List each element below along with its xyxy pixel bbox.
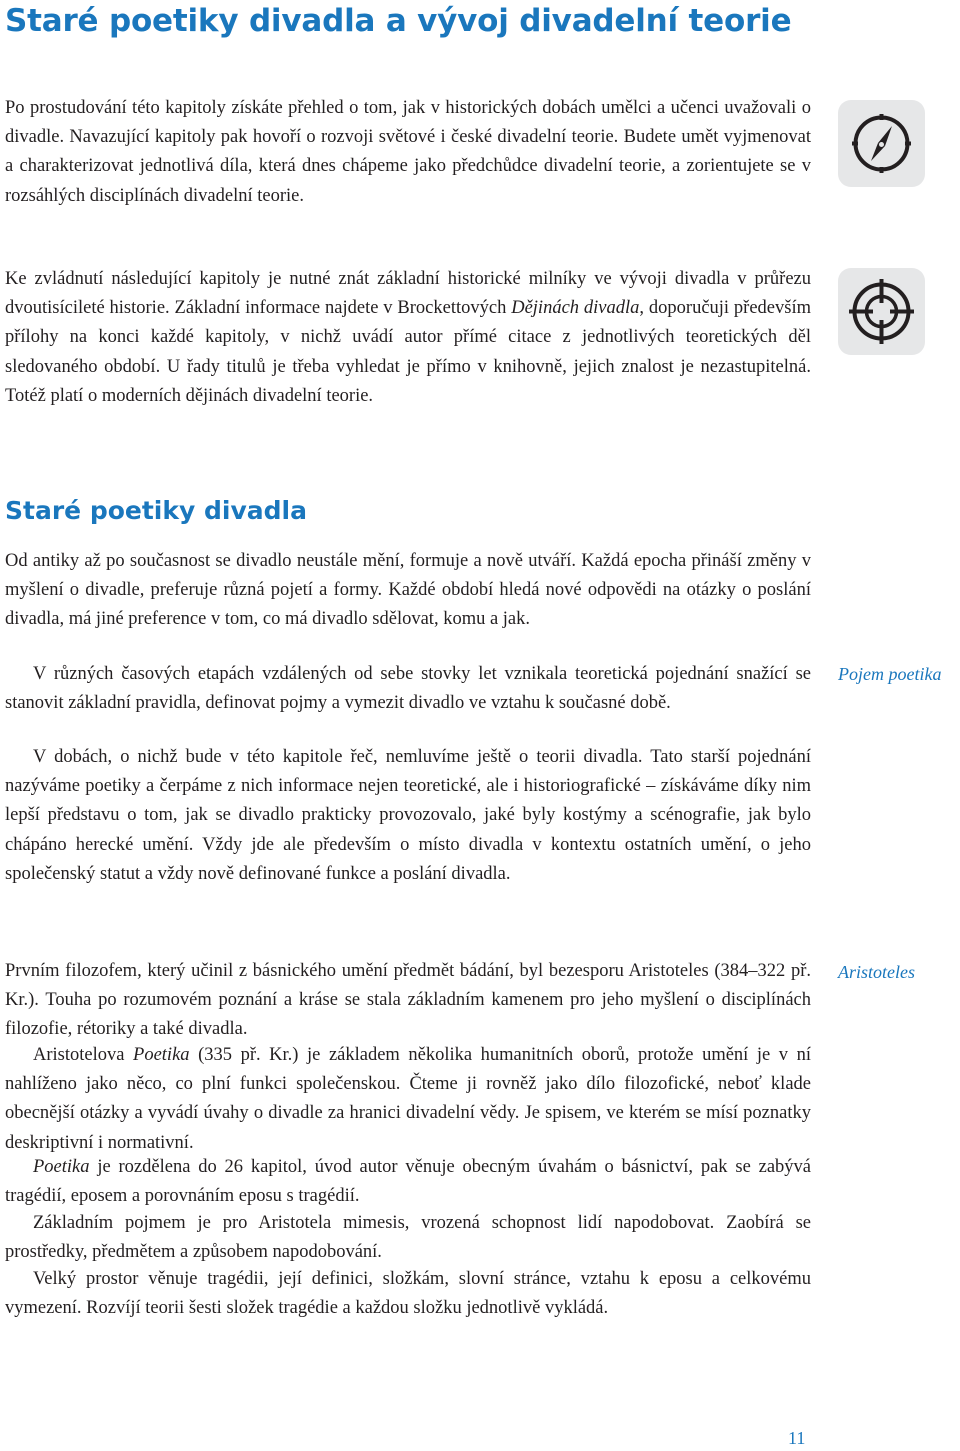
aristotle-paragraph-2 (5, 1041, 811, 1158)
margin-note-pojem-poetika: Pojem poetika (838, 664, 942, 684)
intro-paragraph-2 (5, 265, 811, 411)
aristotle-paragraph-5: Velký prostor věnuje tragédii, její definici, složkám, slovní stránce, vztahu k eposu a celkovému vymezení. Rozvíjí teorii šesti složek tragédie a každou složku jednotlivě vykládá. (5, 1269, 811, 1319)
section-paragraph-1: Od antiky až po současnost se divadlo neustále mění, formuje a nově utváří. Každá epocha přináší změny v myšlení o divadle, preferuje různá pojetí a formy. Každé období hledá nové odpovědi na otázky o poslání divadla, má jiné preference v tom, co má divadlo sdělovat, komu a jak. (5, 551, 811, 630)
aristotle-paragraph-3 (5, 1153, 811, 1211)
section-heading: Staré poetiky divadla (5, 496, 307, 525)
intro-p2-text-b: , doporučuji především přílohy na konci každé kapitoly, v nichž uvádí autor přímé citace z jednotlivých teoretických děl sledovaného období. U řady titulů je třeba vyhledat je přímo v knihovně, jejich znalost je nezastupitelná. Totéž platí o moderních dějinách divadelní teorie. (5, 298, 811, 406)
aristotle-p3-text: je rozdělena do 26 kapitol, úvod autor věnuje obecným úvahám o básnictví, pak se zabývá tragédií, eposem a porovnáním eposu s tragédií. (5, 1157, 811, 1207)
page-number: 11 (788, 1428, 806, 1448)
aristotle-paragraph-4: Základním pojmem je pro Aristotela mimesis, vrozená schopnost lidí napodobovat. Zaobírá se prostředky, předmětem a způsobem napodobování. (5, 1213, 811, 1263)
aristotle-p2-title: Poetika (133, 1045, 190, 1065)
aristotle-paragraph-1: Prvním filozofem, který učinil z básnického umění předmět bádání, byl bezesporu Aristoteles (384–322 př. Kr.). Touha po rozumovém poznání a kráse se stala základním kamenem pro jeho myšlení o disciplínách filozofie, rétoriky a také divadla. (5, 961, 811, 1040)
aristotle-p2-text-b: (335 př. Kr.) je základem několika humanitních oborů, protože umění je v ní nahlíženo jako něco, co plní funkci společenskou. Čteme ji rovněž jako dílo filozofické, neboť klade obecnější otázky a vyvádí úvahy o divadle za hranici divadelní vědy. Je spisem, ve kterém se mísí poznatky deskriptivní i normativní. (5, 1045, 812, 1153)
page-title: Staré poetiky divadla a vývoj divadelní teorie (5, 3, 792, 39)
target-icon (838, 268, 925, 355)
compass-icon (838, 100, 925, 187)
section-paragraph-3: V dobách, o nichž bude v této kapitole řeč, nemluvíme ještě o teorii divadla. Tato starší pojednání nazýváme poetiky a čerpáme z nich informace nejen teoretické, ale i historiografické – získáváme díky nim lepší představu o tom, jak se divadlo prakticky provozovalo, jaké byly kostýmy a scénografie, jak bylo chápáno herecké umění. Vždy jde ale především o místo divadla v kontextu ostatních umění, o jeho společenský statut a vždy nově definované funkce a poslání divadla. (5, 747, 811, 884)
aristotle-p2-text-a: Aristotelova (33, 1045, 134, 1065)
intro-paragraph-1: Po prostudování této kapitoly získáte přehled o tom, jak v historických dobách umělci a učenci uvažovali o divadle. Navazující kapitoly pak hovoří o rozvoji světové i české divadelní teorie. Budete umět vyjmenovat a charakterizovat jednotlivá díla, která dnes chápeme jako předchůdce divadelní teorie, a zorientujete se v rozsáhlých disciplínách divadelní teorie. (5, 98, 811, 206)
aristotle-p3-title: Poetika (33, 1157, 90, 1177)
section-paragraph-2: V různých časových etapách vzdálených od sebe stovky let vznikala teoretická pojednání snažící se stanovit základní pravidla, definovat pojmy a vymezit divadlo ve vztahu k současné době. (5, 664, 811, 714)
margin-note-aristoteles: Aristoteles (838, 962, 915, 982)
intro-p2-book-title: Dějinách divadla (511, 298, 640, 319)
intro-p2-text-a: Ke zvládnutí následující kapitoly je nutné znát základní historické milníky ve vývoji divadla v průřezu dvoutisícileté historie. Základní informace najdete v Brockettových (5, 269, 811, 319)
